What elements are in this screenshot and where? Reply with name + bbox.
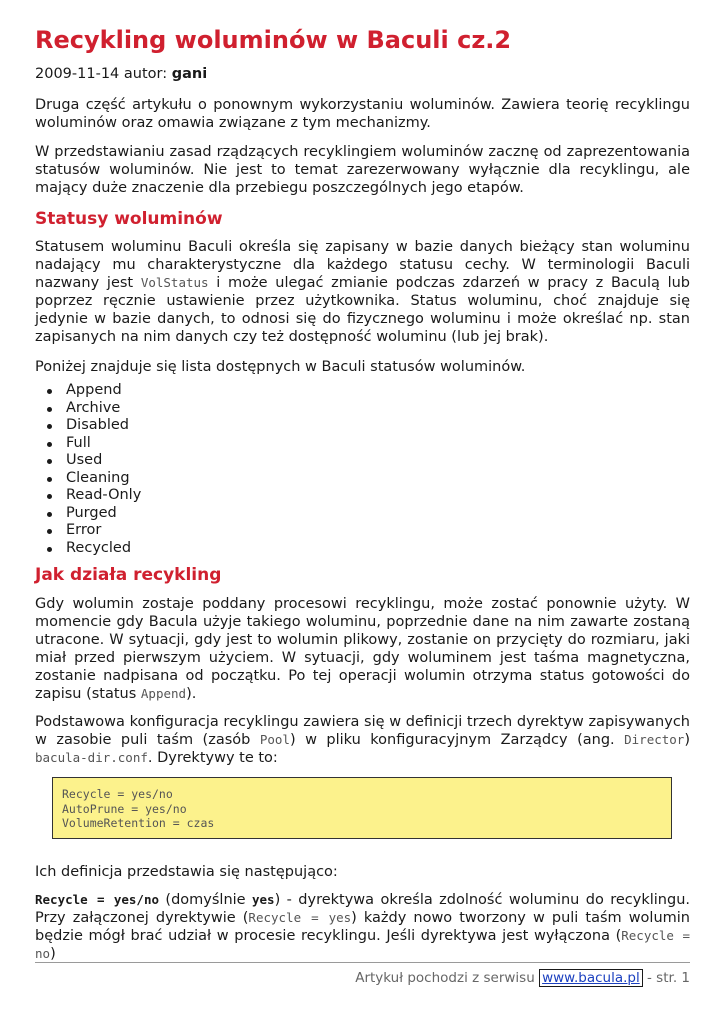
section-heading-statuses: Statusy woluminów [35,209,223,229]
statuses-list-intro: Poniżej znajduje się lista dostępnych w Baculi statusów woluminów. [35,359,526,375]
list-item: Used [47,452,141,470]
list-item: Cleaning [47,470,141,488]
author-name: gani [171,66,208,82]
pool-code: Pool [259,732,290,747]
article-meta [35,66,207,82]
definition-text-4: ) [50,946,56,962]
statuses-text-2: i może ulegać zmianie podczas zdarzeń w pracy z Baculą lub poprzez ręcznie ustawienie przez użytkownika. Status woluminu, choć znajduje się jedynie w bazie danych, to odnosi się do fizycznego woluminu i może określać np. stan zapisanych na nim danych czy też dostępność woluminu (lub jej brak). [35,275,691,345]
recycling-text-2: ). [186,686,197,702]
definition-text-3: ) każdy nowo tworzony w puli taśm wolumin będzie mógł brać udział w procesie recyklingu. Jeśli dyrektywa jest wyłączona ( [35,910,690,944]
recycle-directive-code: Recycle = yes/no [35,892,160,907]
footer-divider [35,962,690,963]
status-list [47,382,141,557]
intro-paragraph-1: Druga część artykułu o ponownym wykorzystaniu woluminów. Zawiera teorię recyklingu woluminów oraz omawia związane z tym mechanizmy. [35,97,690,131]
list-item: Read-Only [47,487,141,505]
recycle-yes-code: Recycle = yes [248,910,352,925]
code-line: AutoPrune = yes/no [62,801,187,816]
list-item: Archive [47,400,141,418]
statuses-paragraph [35,238,690,346]
director-code: Director [624,732,685,747]
recycling-text-1: Gdy wolumin zostaje poddany procesowi recyklingu, może zostać ponownie użyty. W momencie gdy Bacula użyje takiego woluminu, poprzednie dane na nim zawarte zostaną utracone. W sytuacji, gdy jest to wolumin plikowy, zostanie on przycięty do rozmiaru, jaki miał przed pierwszym użyciem. W sytuacji, gdy woluminem jest taśma magnetyczna, zostanie nadpisana od początku. Po tej operacji wolumin otrzyma status gotowości do zapisu (status [35,596,690,702]
recycle-no-code: Recycle = no [35,928,690,961]
code-line: Recycle = yes/no [62,787,173,801]
intro-paragraph-2: W przedstawianiu zasad rządzących recyklingiem woluminów zacznę od zaprezentowania statusów woluminów. Nie jest to temat zarezerwowany wyłącznie dla recyklingu, ale mający duże znaczenie dla przebiegu poszczególnych jego etapów. [35,144,690,196]
code-line: VolumeRetention = czas [62,816,215,830]
config-text-4: . Dyrektywy te to: [147,750,278,766]
footer-site-link[interactable]: www.bacula.pl [539,969,643,987]
append-code: Append [140,686,187,701]
code-block [52,777,672,839]
page-footer [355,970,690,986]
list-item: Full [47,435,141,453]
config-text-3: ) [684,732,691,748]
footer-page-number: - str. 1 [647,970,690,986]
section-heading-recycling: Jak działa recykling [35,565,222,585]
config-paragraph [35,713,690,767]
definition-intro: Ich definicja przedstawia się następująco: [35,864,338,880]
list-item: Purged [47,505,141,523]
config-file-code: bacula-dir.conf [35,750,148,765]
footer-text: Artykuł pochodzi z serwisu [355,970,535,986]
definition-text-1: (domyślnie [165,892,246,908]
list-item: Disabled [47,417,141,435]
recycling-paragraph [35,595,690,703]
config-text-2: ) w pliku konfiguracyjnym Zarządcy (ang. [289,732,615,748]
volstatus-code: VolStatus [140,275,209,290]
list-item: Error [47,522,141,540]
author-label: autor: [123,66,168,82]
article-date: 2009-11-14 [35,66,120,82]
list-item: Recycled [47,540,141,558]
default-yes-code: yes [252,892,275,907]
config-text-1: Podstawowa konfiguracja recyklingu zawiera się w definicji trzech dyrektyw zapisywanych w zasobie puli taśm (zasób [35,714,690,748]
page-title: Recykling woluminów w Baculi cz.2 [35,26,512,54]
list-item: Append [47,382,141,400]
definition-text-2: ) - dyrektywa określa zdolność woluminu do recyklingu. Przy załączonej dyrektywie ( [35,892,690,926]
recycle-definition [35,891,690,963]
statuses-text-1: Statusem woluminu Baculi określa się zapisany w bazie danych bieżący stan woluminu nadający mu charakterystyczne dla każdego statusu cechy. W terminologii Baculi nazwany jest [35,239,690,291]
